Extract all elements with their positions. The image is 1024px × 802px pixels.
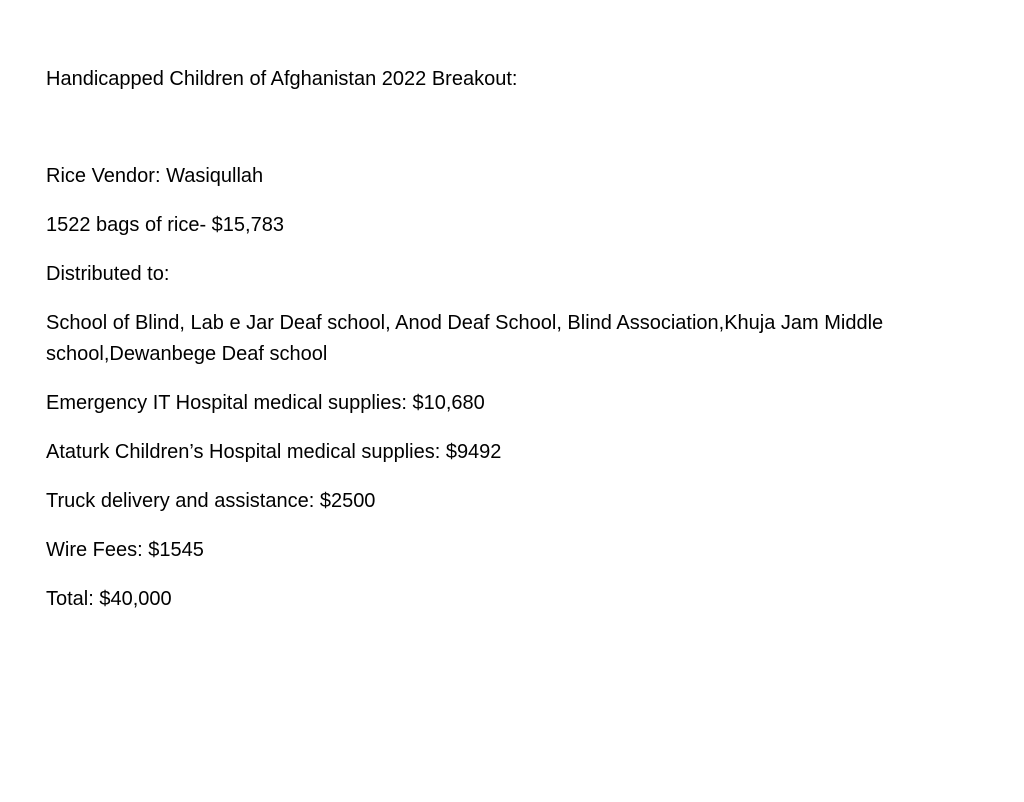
document-title: Handicapped Children of Afghanistan 2022 Breakout: — [46, 68, 518, 90]
ataturk-hospital-line: Ataturk Children’s Hospital medical supplies: $9492 — [46, 441, 502, 463]
distributed-to-label: Distributed to: — [46, 263, 170, 285]
rice-vendor-line: Rice Vendor: Wasiqullah — [46, 165, 264, 187]
emergency-hospital-line: Emergency IT Hospital medical supplies: $10,680 — [46, 392, 485, 414]
truck-delivery-line: Truck delivery and assistance: $2500 — [46, 490, 376, 512]
rice-bags-line: 1522 bags of rice- $15,783 — [46, 214, 284, 236]
total-line: Total: $40,000 — [46, 588, 172, 610]
distributed-schools-list: School of Blind, Lab e Jar Deaf school, Anod Deaf School, Blind Association,Khuja Jam Middle school,Dewanbege Deaf school — [46, 312, 884, 365]
wire-fees-line: Wire Fees: $1545 — [46, 539, 204, 561]
document-body — [46, 64, 976, 615]
